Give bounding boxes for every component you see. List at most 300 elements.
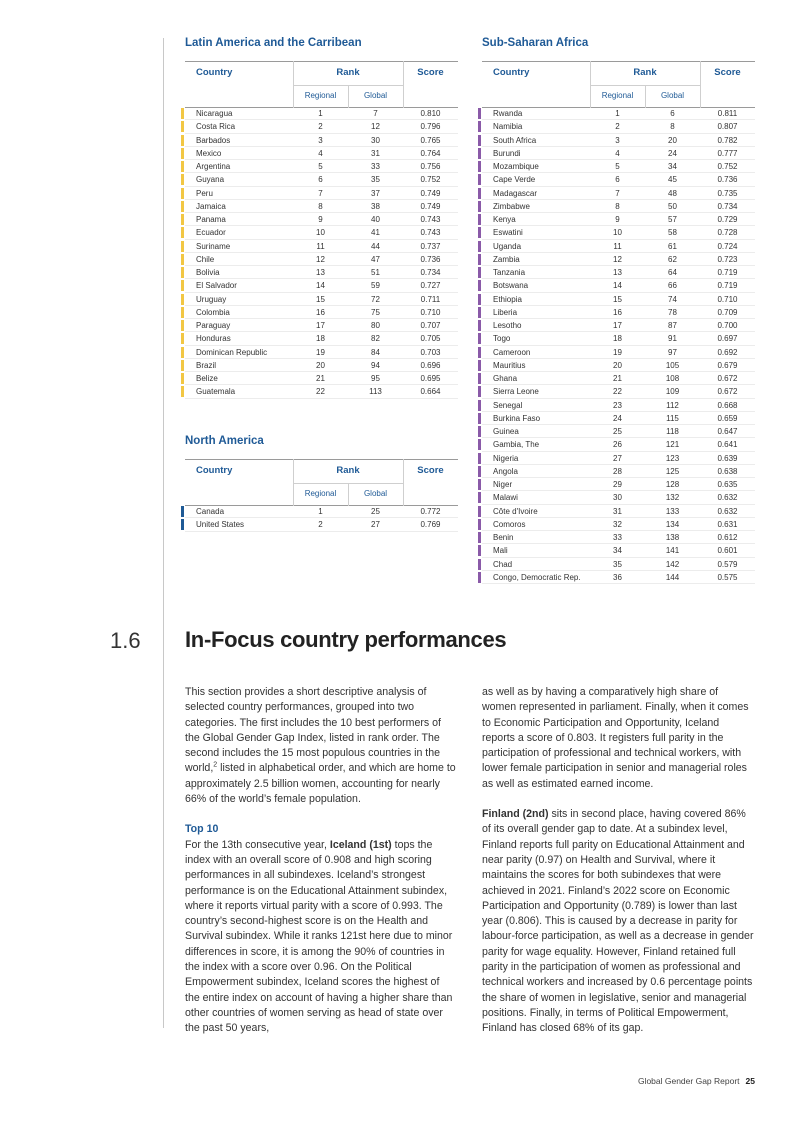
table-row [482, 279, 755, 292]
regional-rank-cell: 18 [613, 334, 622, 344]
country-cell: Argentina [196, 162, 231, 171]
body-column-right [482, 685, 754, 1037]
score-cell: 0.728 [717, 228, 738, 238]
table-row [185, 134, 458, 147]
region-color-bar [181, 267, 184, 278]
country-cell: Chad [493, 559, 513, 569]
country-cell: Barbados [196, 135, 231, 145]
region-color-bar [478, 479, 481, 490]
country-cell: Ecuador [196, 228, 226, 238]
regional-rank-cell: 23 [613, 400, 622, 410]
table-row [482, 293, 755, 306]
regional-rank-cell: 2 [318, 520, 323, 530]
country-cell: Uganda [493, 241, 522, 251]
global-rank-cell: 40 [371, 215, 380, 224]
table-row [482, 438, 755, 451]
region-color-bar [478, 360, 481, 371]
country-cell: Côte d'Ivoire [493, 506, 538, 516]
global-rank-cell: 41 [371, 228, 380, 238]
region-color-bar [478, 400, 481, 411]
report-name: Global Gender Gap Report [637, 1076, 740, 1086]
header-regional: Regional [304, 489, 337, 498]
score-cell: 0.764 [420, 148, 441, 158]
regional-rank-cell: 31 [613, 506, 622, 516]
score-cell: 0.727 [420, 281, 441, 291]
table-row [185, 306, 458, 319]
margin-rule [163, 38, 164, 1028]
header-rank: Rank [336, 67, 360, 78]
regional-rank-cell: 7 [615, 188, 620, 198]
region-color-bar [181, 214, 184, 225]
region-color-bar [478, 373, 481, 384]
header-country: Country [196, 465, 233, 476]
country-cell: Nicaragua [196, 109, 233, 118]
score-cell: 0.796 [420, 122, 441, 132]
country-cell: Zimbabwe [493, 201, 530, 211]
regional-rank-cell: 4 [615, 148, 620, 158]
global-rank-cell: 75 [371, 307, 380, 317]
regional-rank-cell: 27 [613, 453, 622, 463]
country-cell: Canada [196, 507, 225, 516]
region-color-bar [181, 280, 184, 291]
regional-rank-cell: 28 [613, 466, 622, 476]
score-cell: 0.807 [717, 122, 738, 132]
table-row [482, 465, 755, 478]
country-cell: Cameroon [493, 347, 531, 357]
country-cell: Panama [196, 215, 226, 224]
regional-rank-cell: 24 [613, 413, 622, 423]
regional-rank-cell: 1 [318, 507, 323, 516]
regional-rank-cell: 15 [316, 294, 325, 304]
global-rank-cell: 44 [371, 241, 380, 251]
region-color-bar [181, 108, 184, 119]
country-cell: Liberia [493, 307, 518, 317]
region-color-bar [478, 347, 481, 358]
header-country: Country [196, 67, 233, 78]
country-cell: Zambia [493, 254, 520, 264]
global-rank-cell: 66 [668, 281, 677, 291]
score-cell: 0.631 [717, 519, 738, 529]
finland-paragraph: Finland (2nd) sits in second place, having covered 86% of its overall gender gap to date. At a subindex level, Finland reports full parity on Educational Attainment and near parity (0.97) on Health and Survival, where it maintains the scores for both subindexes that were achieved in 2021. Finland’s 2022 score on Economic Participation and Opportunity (0.789) is lower than last year (0.806). This is caused by a decrease in parity for labour-force participation, as well as a decrease in gender parity for wage equality. However, Finland retained full parity in the participation of women as professional and technical workers and increased by 0.6 percentage points the share of women in legislative, senior and managerial positions. Finally, in terms of Political Empowerment, Finland has closed 68% of its gap. [482, 808, 754, 1035]
regional-rank-cell: 9 [318, 215, 323, 224]
region-color-bar [478, 320, 481, 331]
score-cell: 0.734 [420, 268, 441, 277]
country-cell: Niger [493, 480, 513, 489]
global-rank-cell: 62 [668, 254, 677, 264]
table-row [482, 518, 755, 531]
regional-rank-cell: 21 [316, 374, 325, 383]
score-cell: 0.777 [717, 148, 738, 158]
region-color-bar [181, 320, 184, 331]
region-color-bar [478, 254, 481, 265]
regional-rank-cell: 20 [316, 360, 325, 370]
global-rank-cell: 48 [668, 188, 677, 198]
regional-rank-cell: 10 [613, 228, 622, 238]
score-cell: 0.664 [420, 387, 441, 397]
score-cell: 0.737 [420, 241, 441, 251]
table-row [482, 240, 755, 253]
region-color-bar [478, 201, 481, 212]
table-row [185, 293, 458, 306]
global-rank-cell: 84 [371, 347, 380, 357]
header-global: Global [363, 91, 388, 100]
table-row [185, 359, 458, 372]
country-cell: United States [196, 520, 245, 530]
region-color-bar [181, 135, 184, 146]
latam-table [185, 37, 444, 397]
table-row [482, 571, 755, 584]
country-cell: Paraguay [196, 321, 231, 330]
score-cell: 0.672 [717, 387, 738, 397]
country-cell: Ghana [493, 374, 518, 383]
global-rank-cell: 132 [665, 493, 680, 503]
country-cell: Cape Verde [493, 175, 536, 185]
country-cell: Burundi [493, 148, 521, 158]
country-cell: Rwanda [493, 109, 523, 118]
region-color-bar [181, 294, 184, 305]
region-color-bar [478, 148, 481, 159]
score-cell: 0.723 [717, 254, 738, 264]
region-color-bar [478, 333, 481, 344]
regional-rank-cell: 4 [318, 148, 323, 158]
global-rank-cell: 61 [668, 241, 677, 251]
country-cell: Lesotho [493, 321, 522, 330]
region-color-bar [478, 506, 481, 517]
score-cell: 0.672 [717, 374, 738, 383]
header-rank: Rank [633, 67, 657, 78]
global-rank-cell: 6 [670, 109, 675, 118]
country-cell: Benin [493, 533, 514, 542]
regional-rank-cell: 10 [316, 228, 325, 238]
global-rank-cell: 7 [373, 109, 378, 118]
table-row [185, 213, 458, 226]
region-color-bar [181, 241, 184, 252]
section-number: 1.6 [110, 628, 141, 653]
region-color-bar [181, 148, 184, 159]
global-rank-cell: 95 [371, 374, 380, 383]
iceland-paragraph: For the 13th consecutive year, Iceland (1st) tops the index with an overall score of 0.908 and high scoring performances in all subindexes. Iceland’s strongest performance is on the Educational Attainment subindex, where it reports virtual parity with a score of 0.993. The country’s second-highest score is on the Health and Survival subindex. While it ranks 121st here due to minor differences in score, it is among the 90% of countries in the index with a score over 0.96. On the Political Empowerment subindex, Iceland scores the highest of the entire index on account of having a higher share than other countries of women serving as head of state over the past 50 years, [185, 838, 453, 1035]
regional-rank-cell: 11 [613, 241, 622, 251]
country-cell: Namibia [493, 122, 523, 132]
region-color-bar [478, 532, 481, 543]
country-cell: Mozambique [493, 162, 539, 171]
regional-rank-cell: 14 [316, 281, 325, 291]
score-cell: 0.647 [717, 427, 738, 436]
region-color-bar [478, 280, 481, 291]
global-rank-cell: 87 [668, 321, 677, 330]
global-rank-cell: 134 [665, 519, 680, 529]
north-america-table [185, 435, 444, 530]
table-row [185, 319, 458, 332]
global-rank-cell: 82 [371, 334, 380, 344]
country-cell: Malawi [493, 493, 518, 503]
region-color-bar [181, 386, 184, 397]
latam-title: Latin America and the Carribean [185, 37, 362, 49]
north-america-table-header [185, 459, 458, 506]
global-rank-cell: 35 [371, 175, 380, 185]
body-column-left [185, 685, 457, 1037]
region-color-bar [181, 201, 184, 212]
table-row [482, 134, 755, 147]
table-row [185, 253, 458, 266]
region-color-bar [478, 439, 481, 450]
regional-rank-cell: 35 [613, 559, 622, 569]
region-color-bar [181, 121, 184, 132]
region-color-bar [478, 466, 481, 477]
global-rank-cell: 27 [371, 520, 380, 530]
country-cell: Colombia [196, 307, 230, 317]
global-rank-cell: 20 [668, 135, 677, 145]
region-color-bar [181, 373, 184, 384]
score-cell: 0.782 [717, 135, 738, 145]
table-row [185, 266, 458, 279]
global-rank-cell: 38 [371, 201, 380, 211]
global-rank-cell: 118 [666, 427, 679, 436]
score-cell: 0.579 [717, 559, 738, 569]
country-cell: Jamaica [196, 201, 226, 211]
score-cell: 0.749 [420, 188, 441, 198]
table-row [185, 279, 458, 292]
table-row [482, 359, 755, 372]
region-color-bar [181, 227, 184, 238]
header-score: Score [417, 465, 444, 476]
table-row [185, 332, 458, 345]
regional-rank-cell: 6 [318, 175, 323, 185]
global-rank-cell: 8 [670, 122, 675, 132]
score-cell: 0.772 [420, 507, 441, 516]
regional-rank-cell: 22 [613, 387, 622, 397]
regional-rank-cell: 32 [613, 519, 622, 529]
country-cell: Dominican Republic [196, 347, 268, 357]
country-cell: Costa Rica [196, 122, 236, 132]
region-color-bar [181, 347, 184, 358]
table-row [482, 478, 755, 491]
global-rank-cell: 51 [371, 268, 380, 277]
country-cell: Burkina Faso [493, 413, 541, 423]
table-row [482, 187, 755, 200]
regional-rank-cell: 14 [613, 281, 622, 291]
table-row [482, 173, 755, 186]
regional-rank-cell: 33 [613, 533, 622, 542]
header-country: Country [493, 67, 530, 78]
score-cell: 0.769 [420, 520, 441, 530]
global-rank-cell: 31 [371, 148, 380, 158]
global-rank-cell: 141 [665, 546, 680, 556]
score-cell: 0.736 [717, 175, 738, 185]
regional-rank-cell: 16 [316, 307, 325, 317]
region-color-bar [478, 572, 481, 583]
region-color-bar [478, 108, 481, 119]
score-cell: 0.641 [717, 440, 738, 450]
score-cell: 0.635 [717, 480, 738, 489]
score-cell: 0.697 [717, 334, 738, 344]
table-row [185, 187, 458, 200]
regional-rank-cell: 12 [613, 254, 622, 264]
country-cell: Mali [493, 546, 508, 556]
score-cell: 0.692 [717, 347, 738, 357]
table-row [185, 346, 458, 359]
table-row [482, 160, 755, 173]
global-rank-cell: 105 [665, 360, 680, 370]
score-cell: 0.710 [717, 294, 738, 304]
global-rank-cell: 115 [666, 413, 679, 423]
country-cell: Mexico [196, 148, 222, 158]
table-row [185, 372, 458, 385]
top10-heading: Top 10 [185, 823, 219, 836]
regional-rank-cell: 1 [318, 109, 323, 118]
global-rank-cell: 113 [369, 387, 382, 397]
table-row [185, 160, 458, 173]
global-rank-cell: 58 [668, 228, 677, 238]
country-cell: Comoros [493, 519, 526, 529]
region-color-bar [478, 121, 481, 132]
region-color-bar [478, 174, 481, 185]
region-color-bar [478, 426, 481, 437]
region-color-bar [181, 519, 184, 530]
region-color-bar [478, 214, 481, 225]
global-rank-cell: 125 [665, 466, 680, 476]
score-cell: 0.705 [420, 334, 441, 344]
score-cell: 0.810 [420, 109, 441, 118]
table-row [185, 240, 458, 253]
score-cell: 0.638 [717, 466, 738, 476]
country-cell: Madagascar [493, 188, 538, 198]
global-rank-cell: 91 [668, 334, 677, 344]
score-cell: 0.719 [717, 268, 738, 277]
region-color-bar [478, 188, 481, 199]
global-rank-cell: 50 [668, 201, 677, 211]
regional-rank-cell: 6 [615, 175, 620, 185]
global-rank-cell: 57 [668, 215, 677, 224]
country-cell: Guyana [196, 175, 225, 185]
score-cell: 0.659 [717, 413, 738, 423]
score-cell: 0.709 [717, 307, 738, 317]
header-global: Global [363, 489, 388, 498]
table-row [185, 200, 458, 213]
score-cell: 0.668 [717, 400, 738, 410]
global-rank-cell: 30 [371, 135, 380, 145]
page-footer [638, 1076, 755, 1086]
regional-rank-cell: 36 [613, 572, 622, 582]
table-row [482, 412, 755, 425]
country-cell: Nigeria [493, 453, 519, 463]
header-score: Score [417, 67, 444, 78]
score-cell: 0.707 [420, 321, 441, 330]
country-cell: Kenya [493, 215, 516, 224]
country-cell: Congo, Democratic Rep. [493, 572, 581, 582]
ssa-rows [482, 107, 755, 584]
regional-rank-cell: 8 [318, 201, 323, 211]
region-color-bar [181, 360, 184, 371]
country-cell: Honduras [196, 334, 231, 344]
global-rank-cell: 133 [665, 506, 680, 516]
region-color-bar [181, 506, 184, 517]
score-cell: 0.752 [717, 162, 738, 171]
table-row [482, 491, 755, 504]
country-cell: Guatemala [196, 387, 236, 397]
country-cell: Sierra Leone [493, 387, 539, 397]
regional-rank-cell: 3 [615, 135, 620, 145]
regional-rank-cell: 29 [613, 480, 622, 489]
country-cell: Angola [493, 466, 518, 476]
regional-rank-cell: 16 [613, 307, 622, 317]
regional-rank-cell: 21 [613, 374, 622, 383]
regional-rank-cell: 8 [615, 201, 620, 211]
region-color-bar [478, 492, 481, 503]
table-row [482, 531, 755, 544]
region-color-bar [181, 307, 184, 318]
table-row [482, 253, 755, 266]
region-color-bar [478, 386, 481, 397]
country-cell: Senegal [493, 400, 523, 410]
regional-rank-cell: 19 [613, 347, 622, 357]
regional-rank-cell: 19 [316, 347, 325, 357]
global-rank-cell: 45 [668, 175, 677, 185]
global-rank-cell: 112 [666, 400, 679, 410]
country-cell: Suriname [196, 241, 231, 251]
region-color-bar [478, 227, 481, 238]
score-cell: 0.743 [420, 228, 441, 238]
region-color-bar [478, 559, 481, 570]
header-score: Score [714, 67, 741, 78]
regional-rank-cell: 26 [613, 440, 622, 450]
regional-rank-cell: 18 [316, 334, 325, 344]
country-cell: Tanzania [493, 268, 526, 277]
country-cell: Brazil [196, 360, 217, 370]
score-cell: 0.735 [717, 188, 738, 198]
country-cell: Chile [196, 254, 215, 264]
regional-rank-cell: 2 [615, 122, 620, 132]
global-rank-cell: 34 [668, 162, 677, 171]
country-cell: South Africa [493, 135, 537, 145]
global-rank-cell: 72 [371, 294, 380, 304]
score-cell: 0.612 [717, 533, 738, 542]
table-row [185, 505, 458, 518]
score-cell: 0.632 [717, 493, 738, 503]
score-cell: 0.811 [717, 109, 738, 118]
country-cell: Botswana [493, 281, 529, 291]
table-row [482, 346, 755, 359]
header-rank: Rank [336, 465, 360, 476]
global-rank-cell: 37 [371, 188, 380, 198]
global-rank-cell: 121 [665, 440, 680, 450]
region-color-bar [478, 545, 481, 556]
country-cell: Gambia, The [493, 440, 540, 450]
country-cell: Ethiopia [493, 294, 522, 304]
global-rank-cell: 144 [665, 572, 680, 582]
regional-rank-cell: 30 [613, 493, 622, 503]
global-rank-cell: 33 [371, 162, 380, 171]
global-rank-cell: 94 [371, 360, 380, 370]
regional-rank-cell: 20 [613, 360, 622, 370]
country-cell: Uruguay [196, 294, 227, 304]
global-rank-cell: 12 [371, 122, 380, 132]
regional-rank-cell: 34 [613, 546, 622, 556]
table-row [482, 266, 755, 279]
score-cell: 0.711 [420, 294, 441, 304]
region-color-bar [478, 307, 481, 318]
table-row [185, 518, 458, 531]
score-cell: 0.679 [717, 360, 738, 370]
table-row [482, 120, 755, 133]
score-cell: 0.639 [717, 453, 738, 463]
regional-rank-cell: 5 [615, 162, 620, 171]
header-regional: Regional [601, 91, 634, 100]
score-cell: 0.710 [420, 307, 441, 317]
country-cell: El Salvador [196, 281, 237, 291]
ssa-title: Sub-Saharan Africa [482, 37, 589, 49]
global-rank-cell: 78 [668, 307, 677, 317]
